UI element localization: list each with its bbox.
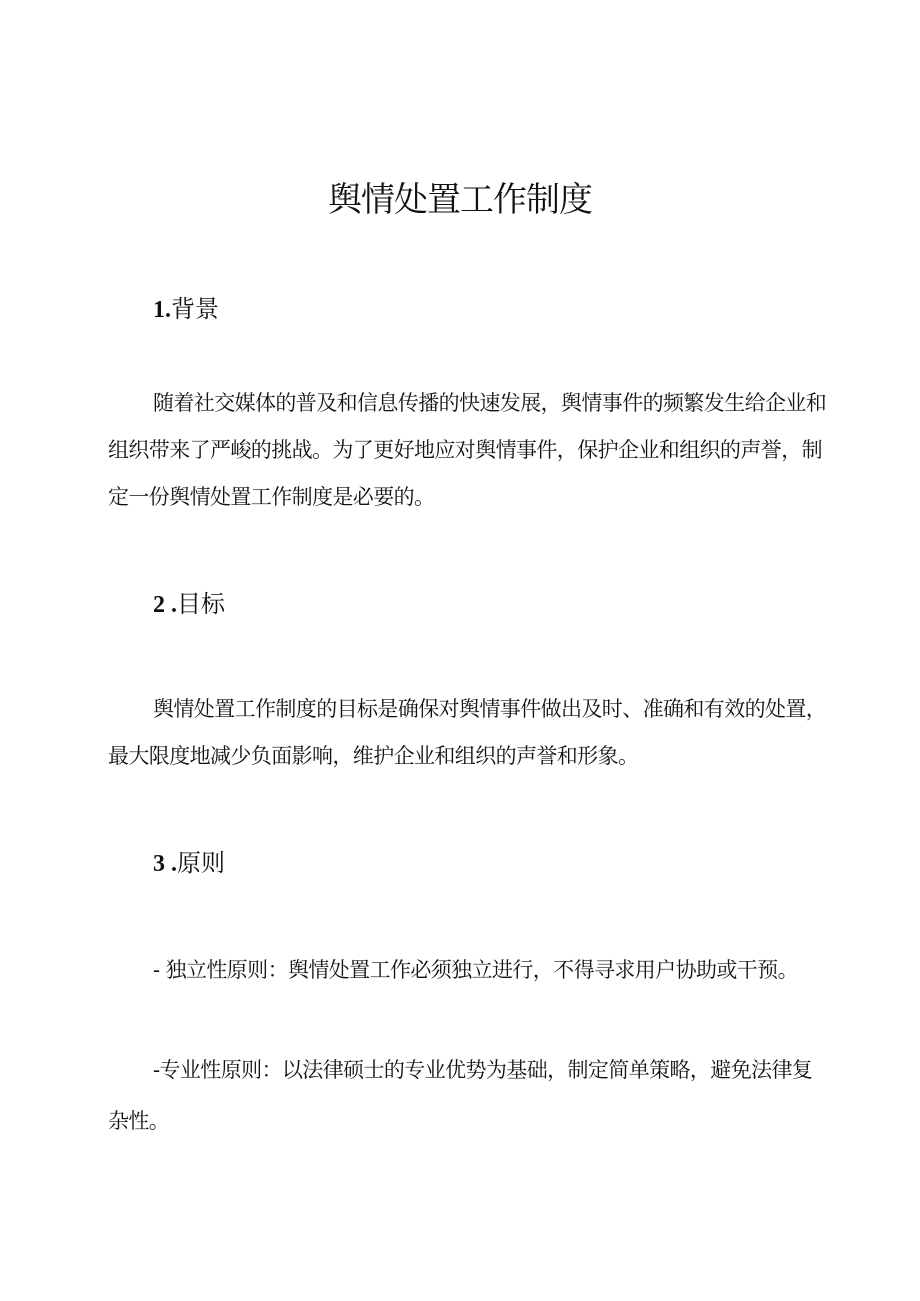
document-title: 舆情处置工作制度 xyxy=(328,180,592,220)
principle-item: - 独立性原则：舆情处置工作必须独立进行，不得寻求用户协助或干预。 xyxy=(153,958,798,982)
section-heading-background xyxy=(153,292,219,327)
section-paragraph-background: 随着社交媒体的普及和信息传播的快速发展，舆情事件的频繁发生给企业和组织带来了严峻的挑战。为了更好地应对舆情事件，保护企业和组织的声誉，制定一份舆情处置工作制度是必要的。 xyxy=(108,391,827,509)
section-number: 3 . xyxy=(153,851,177,877)
section-heading-principles xyxy=(153,846,225,881)
section-title: 目标 xyxy=(177,590,225,618)
principle-item: -专业性原则：以法律硕士的专业优势为基础，制定简单策略，避免法律复杂性。 xyxy=(108,1058,813,1133)
section-title: 背景 xyxy=(171,295,219,323)
section-heading-goal xyxy=(153,587,225,622)
section-number: 1. xyxy=(153,297,171,323)
section-number: 2 . xyxy=(153,592,177,618)
section-paragraph-goal: 舆情处置工作制度的目标是确保对舆情事件做出及时、准确和有效的处置，最大限度地减少负面影响，维护企业和组织的声誉和形象。 xyxy=(108,697,827,768)
section-title: 原则 xyxy=(177,849,225,877)
